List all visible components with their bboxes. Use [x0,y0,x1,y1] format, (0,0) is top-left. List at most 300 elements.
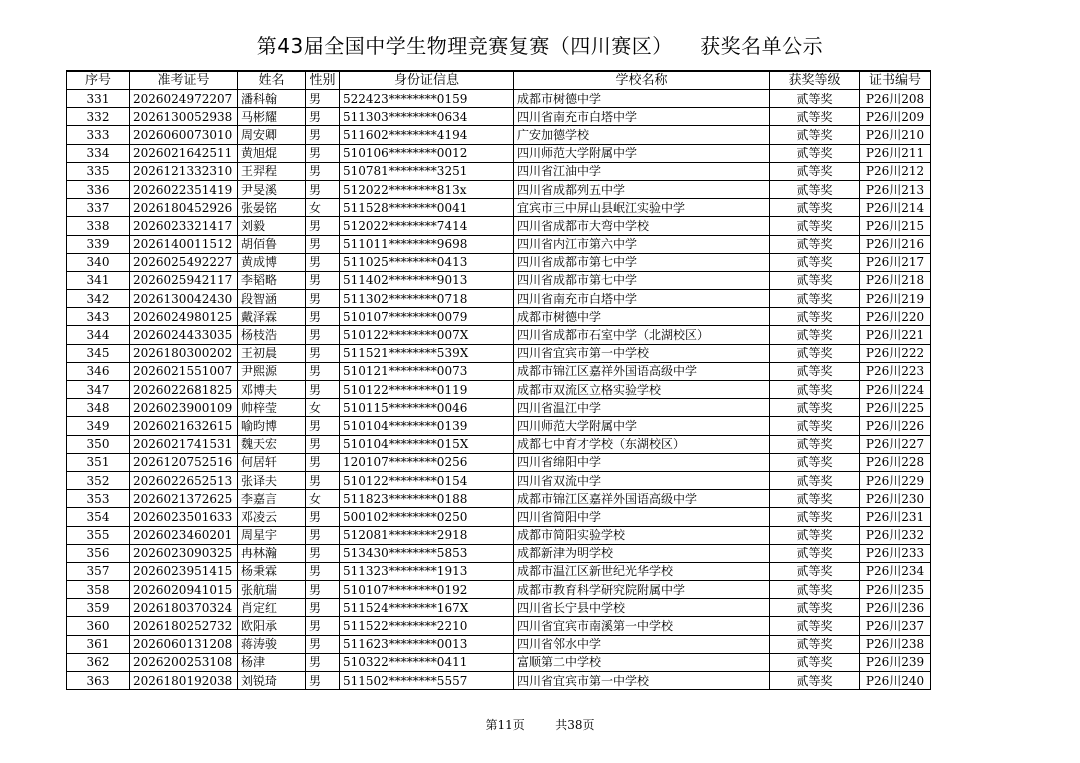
cell-exam-id: 2026025492227 [130,253,238,271]
cell-award: 贰等奖 [770,508,860,526]
cell-exam-id: 2026023900109 [130,399,238,417]
cell-index: 351 [67,453,130,471]
cell-index: 353 [67,490,130,508]
cell-index: 332 [67,108,130,126]
cell-school: 四川省内江市第六中学 [514,235,770,253]
cell-school: 成都市双流区立格实验学校 [514,381,770,399]
cell-id-card: 510107********0079 [340,308,514,326]
cell-id-card: 512081********2918 [340,526,514,544]
cell-index: 343 [67,308,130,326]
cell-certificate: P26川210 [860,126,931,144]
cell-index: 348 [67,399,130,417]
table-row [67,162,931,180]
cell-certificate: P26川230 [860,490,931,508]
cell-index: 331 [67,90,130,108]
table-row [67,271,931,289]
cell-name: 冉林瀚 [238,544,306,562]
cell-index: 350 [67,435,130,453]
table-row [67,290,931,308]
cell-exam-id: 2026022681825 [130,381,238,399]
cell-index: 335 [67,162,130,180]
cell-certificate: P26川238 [860,635,931,653]
cell-award: 贰等奖 [770,599,860,617]
cell-certificate: P26川223 [860,362,931,380]
cell-gender: 男 [306,253,340,271]
cell-school: 成都市锦江区嘉祥外国语高级中学 [514,362,770,380]
cell-gender: 男 [306,326,340,344]
cell-name: 黄旭焜 [238,144,306,162]
cell-gender: 男 [306,544,340,562]
table-row [67,362,931,380]
cell-index: 358 [67,581,130,599]
cell-school: 四川省双流中学 [514,471,770,489]
cell-id-card: 510107********0192 [340,581,514,599]
cell-gender: 男 [306,217,340,235]
cell-certificate: P26川237 [860,617,931,635]
cell-name: 魏天宏 [238,435,306,453]
cell-school: 成都市树德中学 [514,308,770,326]
table-row [67,435,931,453]
cell-gender: 男 [306,162,340,180]
cell-id-card: 510104********015X [340,435,514,453]
cell-name: 段智涵 [238,290,306,308]
cell-id-card: 511402********9013 [340,271,514,289]
table-row [67,180,931,198]
table-row [67,471,931,489]
cell-gender: 男 [306,508,340,526]
cell-award: 贰等奖 [770,471,860,489]
cell-certificate: P26川227 [860,435,931,453]
cell-name: 杨枝浩 [238,326,306,344]
cell-id-card: 511502********5557 [340,672,514,690]
cell-exam-id: 2026023951415 [130,562,238,580]
award-table [66,70,931,690]
cell-school: 成都市锦江区嘉祥外国语高级中学 [514,490,770,508]
table-row [67,581,931,599]
cell-award: 贰等奖 [770,290,860,308]
cell-award: 贰等奖 [770,544,860,562]
cell-certificate: P26川215 [860,217,931,235]
cell-gender: 男 [306,344,340,362]
cell-certificate: P26川220 [860,308,931,326]
cell-school: 四川省宜宾市第一中学校 [514,344,770,362]
header-id-card: 身份证信息 [340,71,514,90]
cell-name: 尹旻溪 [238,180,306,198]
cell-id-card: 511623********0013 [340,635,514,653]
cell-name: 刘锐琦 [238,672,306,690]
table-row [67,235,931,253]
cell-index: 336 [67,180,130,198]
cell-gender: 女 [306,199,340,217]
cell-gender: 女 [306,490,340,508]
cell-index: 352 [67,471,130,489]
cell-index: 359 [67,599,130,617]
cell-name: 张晏铭 [238,199,306,217]
table-row [67,399,931,417]
table-row [67,199,931,217]
cell-gender: 男 [306,453,340,471]
cell-award: 贰等奖 [770,253,860,271]
cell-school: 四川省江油中学 [514,162,770,180]
cell-id-card: 511323********1913 [340,562,514,580]
cell-award: 贰等奖 [770,144,860,162]
cell-award: 贰等奖 [770,581,860,599]
cell-award: 贰等奖 [770,326,860,344]
cell-gender: 男 [306,471,340,489]
cell-id-card: 511303********0634 [340,108,514,126]
cell-exam-id: 2026180300202 [130,344,238,362]
cell-certificate: P26川234 [860,562,931,580]
cell-award: 贰等奖 [770,435,860,453]
cell-id-card: 510121********0073 [340,362,514,380]
cell-certificate: P26川236 [860,599,931,617]
cell-exam-id: 2026130042430 [130,290,238,308]
cell-award: 贰等奖 [770,381,860,399]
cell-name: 杨津 [238,653,306,671]
cell-award: 贰等奖 [770,217,860,235]
cell-name: 胡佰鲁 [238,235,306,253]
cell-name: 肖定红 [238,599,306,617]
header-index: 序号 [67,71,130,90]
cell-id-card: 510781********3251 [340,162,514,180]
cell-name: 尹熙源 [238,362,306,380]
cell-exam-id: 2026021372625 [130,490,238,508]
cell-exam-id: 2026060073010 [130,126,238,144]
cell-index: 339 [67,235,130,253]
table-row [67,617,931,635]
cell-exam-id: 2026180452926 [130,199,238,217]
cell-certificate: P26川214 [860,199,931,217]
table-row [67,308,931,326]
cell-id-card: 510122********007X [340,326,514,344]
cell-gender: 男 [306,617,340,635]
table-row [67,508,931,526]
cell-certificate: P26川209 [860,108,931,126]
cell-school: 四川省南充市白塔中学 [514,108,770,126]
cell-award: 贰等奖 [770,617,860,635]
cell-exam-id: 2026021632615 [130,417,238,435]
table-row [67,326,931,344]
cell-award: 贰等奖 [770,362,860,380]
cell-gender: 男 [306,271,340,289]
cell-id-card: 510122********0119 [340,381,514,399]
cell-award: 贰等奖 [770,635,860,653]
cell-gender: 男 [306,635,340,653]
table-row [67,544,931,562]
cell-id-card: 511521********539X [340,344,514,362]
cell-exam-id: 2026060131208 [130,635,238,653]
cell-name: 潘科翰 [238,90,306,108]
cell-certificate: P26川228 [860,453,931,471]
cell-award: 贰等奖 [770,344,860,362]
cell-index: 356 [67,544,130,562]
cell-index: 341 [67,271,130,289]
cell-name: 欧阳承 [238,617,306,635]
cell-name: 张译夫 [238,471,306,489]
cell-name: 蒋涛骏 [238,635,306,653]
cell-award: 贰等奖 [770,490,860,508]
cell-school: 四川省邻水中学 [514,635,770,653]
cell-certificate: P26川226 [860,417,931,435]
cell-exam-id: 2026022351419 [130,180,238,198]
cell-gender: 男 [306,526,340,544]
cell-certificate: P26川211 [860,144,931,162]
cell-gender: 男 [306,108,340,126]
cell-certificate: P26川240 [860,672,931,690]
cell-id-card: 511011********9698 [340,235,514,253]
cell-name: 李韬略 [238,271,306,289]
header-name: 姓名 [238,71,306,90]
header-gender: 性别 [306,71,340,90]
cell-id-card: 510122********0154 [340,471,514,489]
cell-index: 360 [67,617,130,635]
cell-award: 贰等奖 [770,453,860,471]
cell-name: 杨秉霖 [238,562,306,580]
cell-index: 345 [67,344,130,362]
cell-school: 成都市简阳实验学校 [514,526,770,544]
cell-school: 四川省温江中学 [514,399,770,417]
cell-exam-id: 2026021741531 [130,435,238,453]
cell-school: 四川省长宁县中学校 [514,599,770,617]
table-row [67,344,931,362]
page-total: 共38页 [555,718,595,732]
cell-award: 贰等奖 [770,235,860,253]
cell-exam-id: 2026020941015 [130,581,238,599]
cell-name: 李嘉言 [238,490,306,508]
cell-id-card: 510322********0411 [340,653,514,671]
cell-award: 贰等奖 [770,417,860,435]
cell-school: 广安加德学校 [514,126,770,144]
cell-name: 戴泽霖 [238,308,306,326]
cell-index: 349 [67,417,130,435]
cell-certificate: P26川232 [860,526,931,544]
cell-index: 361 [67,635,130,653]
cell-award: 贰等奖 [770,90,860,108]
cell-exam-id: 2026180252732 [130,617,238,635]
cell-id-card: 510104********0139 [340,417,514,435]
cell-name: 邓博夫 [238,381,306,399]
cell-name: 帅梓莹 [238,399,306,417]
cell-id-card: 120107********0256 [340,453,514,471]
cell-gender: 男 [306,672,340,690]
cell-id-card: 511823********0188 [340,490,514,508]
cell-school: 四川省成都市第七中学 [514,253,770,271]
table-header-row [67,71,931,90]
cell-id-card: 511528********0041 [340,199,514,217]
table-row [67,672,931,690]
cell-certificate: P26川213 [860,180,931,198]
cell-exam-id: 2026121332310 [130,162,238,180]
cell-exam-id: 2026180192038 [130,672,238,690]
cell-certificate: P26川235 [860,581,931,599]
table-row [67,126,931,144]
cell-school: 成都市温江区新世纪光华学校 [514,562,770,580]
cell-id-card: 512022********813x [340,180,514,198]
cell-name: 黄成博 [238,253,306,271]
cell-school: 成都市教育科学研究院附属中学 [514,581,770,599]
cell-name: 周星宇 [238,526,306,544]
cell-name: 何居轩 [238,453,306,471]
table-row [67,417,931,435]
header-school: 学校名称 [514,71,770,90]
cell-gender: 男 [306,126,340,144]
cell-id-card: 512022********7414 [340,217,514,235]
cell-exam-id: 2026140011512 [130,235,238,253]
table-row [67,635,931,653]
cell-id-card: 522423********0159 [340,90,514,108]
table-body [67,90,931,690]
cell-exam-id: 2026180370324 [130,599,238,617]
cell-certificate: P26川218 [860,271,931,289]
cell-certificate: P26川231 [860,508,931,526]
cell-id-card: 511025********0413 [340,253,514,271]
cell-gender: 男 [306,381,340,399]
cell-gender: 男 [306,308,340,326]
cell-gender: 男 [306,653,340,671]
cell-award: 贰等奖 [770,653,860,671]
cell-name: 马彬耀 [238,108,306,126]
cell-certificate: P26川222 [860,344,931,362]
table-row [67,381,931,399]
cell-index: 362 [67,653,130,671]
cell-name: 周安卿 [238,126,306,144]
cell-index: 363 [67,672,130,690]
table-row [67,253,931,271]
header-exam-id: 准考证号 [130,71,238,90]
page-number: 第11页 [485,718,525,732]
cell-award: 贰等奖 [770,126,860,144]
cell-id-card: 511524********167X [340,599,514,617]
cell-name: 张航瑞 [238,581,306,599]
cell-school: 四川省简阳中学 [514,508,770,526]
cell-exam-id: 2026021551007 [130,362,238,380]
cell-school: 富顺第二中学校 [514,653,770,671]
cell-id-card: 511522********2210 [340,617,514,635]
cell-certificate: P26川225 [860,399,931,417]
cell-exam-id: 2026024972207 [130,90,238,108]
table-row [67,599,931,617]
cell-index: 333 [67,126,130,144]
cell-award: 贰等奖 [770,180,860,198]
cell-school: 四川省南充市白塔中学 [514,290,770,308]
cell-gender: 男 [306,599,340,617]
cell-index: 354 [67,508,130,526]
cell-index: 355 [67,526,130,544]
cell-school: 成都新津为明学校 [514,544,770,562]
cell-exam-id: 2026130052938 [130,108,238,126]
cell-id-card: 511602********4194 [340,126,514,144]
cell-id-card: 511302********0718 [340,290,514,308]
cell-award: 贰等奖 [770,162,860,180]
cell-award: 贰等奖 [770,199,860,217]
cell-school: 四川省宜宾市第一中学校 [514,672,770,690]
cell-award: 贰等奖 [770,672,860,690]
cell-award: 贰等奖 [770,526,860,544]
cell-index: 344 [67,326,130,344]
table-row [67,217,931,235]
cell-exam-id: 2026023460201 [130,526,238,544]
cell-award: 贰等奖 [770,562,860,580]
cell-school: 四川师范大学附属中学 [514,417,770,435]
table-row [67,653,931,671]
cell-name: 王羿程 [238,162,306,180]
cell-gender: 男 [306,144,340,162]
cell-name: 喻昀博 [238,417,306,435]
header-award: 获奖等级 [770,71,860,90]
cell-school: 四川省绵阳中学 [514,453,770,471]
cell-school: 四川师范大学附属中学 [514,144,770,162]
cell-award: 贰等奖 [770,271,860,289]
cell-gender: 男 [306,562,340,580]
cell-certificate: P26川216 [860,235,931,253]
cell-exam-id: 2026024433035 [130,326,238,344]
cell-gender: 男 [306,290,340,308]
cell-index: 340 [67,253,130,271]
table-row [67,453,931,471]
cell-gender: 男 [306,435,340,453]
page-footer [0,716,1080,733]
table-row [67,490,931,508]
cell-id-card: 510106********0012 [340,144,514,162]
cell-index: 346 [67,362,130,380]
cell-gender: 男 [306,90,340,108]
table-row [67,90,931,108]
cell-exam-id: 2026120752516 [130,453,238,471]
header-certificate: 证书编号 [860,71,931,90]
cell-index: 334 [67,144,130,162]
table-row [67,526,931,544]
cell-name: 刘毅 [238,217,306,235]
cell-id-card: 510115********0046 [340,399,514,417]
cell-certificate: P26川212 [860,162,931,180]
cell-index: 357 [67,562,130,580]
cell-certificate: P26川233 [860,544,931,562]
cell-exam-id: 2026025942117 [130,271,238,289]
cell-certificate: P26川208 [860,90,931,108]
cell-exam-id: 2026024980125 [130,308,238,326]
cell-certificate: P26川239 [860,653,931,671]
cell-school: 四川省成都市石室中学（北湖校区） [514,326,770,344]
page-title: 第43届全国中学生物理竞赛复赛（四川赛区） 获奖名单公示 [256,34,824,58]
cell-certificate: P26川229 [860,471,931,489]
cell-gender: 女 [306,399,340,417]
cell-award: 贰等奖 [770,108,860,126]
cell-exam-id: 2026021642511 [130,144,238,162]
cell-certificate: P26川224 [860,381,931,399]
cell-school: 四川省成都市大弯中学校 [514,217,770,235]
cell-school: 宜宾市三中屏山县岷江实验中学 [514,199,770,217]
cell-school: 四川省宜宾市南溪第一中学校 [514,617,770,635]
table-row [67,108,931,126]
cell-id-card: 513430********5853 [340,544,514,562]
cell-name: 王初晨 [238,344,306,362]
table-row [67,562,931,580]
cell-gender: 男 [306,417,340,435]
table-row [67,144,931,162]
cell-gender: 男 [306,362,340,380]
cell-exam-id: 2026023090325 [130,544,238,562]
cell-school: 成都市树德中学 [514,90,770,108]
cell-exam-id: 2026200253108 [130,653,238,671]
cell-exam-id: 2026023321417 [130,217,238,235]
cell-certificate: P26川221 [860,326,931,344]
cell-id-card: 500102********0250 [340,508,514,526]
cell-school: 成都七中育才学校（东湖校区） [514,435,770,453]
cell-certificate: P26川217 [860,253,931,271]
cell-exam-id: 2026023501633 [130,508,238,526]
cell-index: 338 [67,217,130,235]
cell-index: 337 [67,199,130,217]
